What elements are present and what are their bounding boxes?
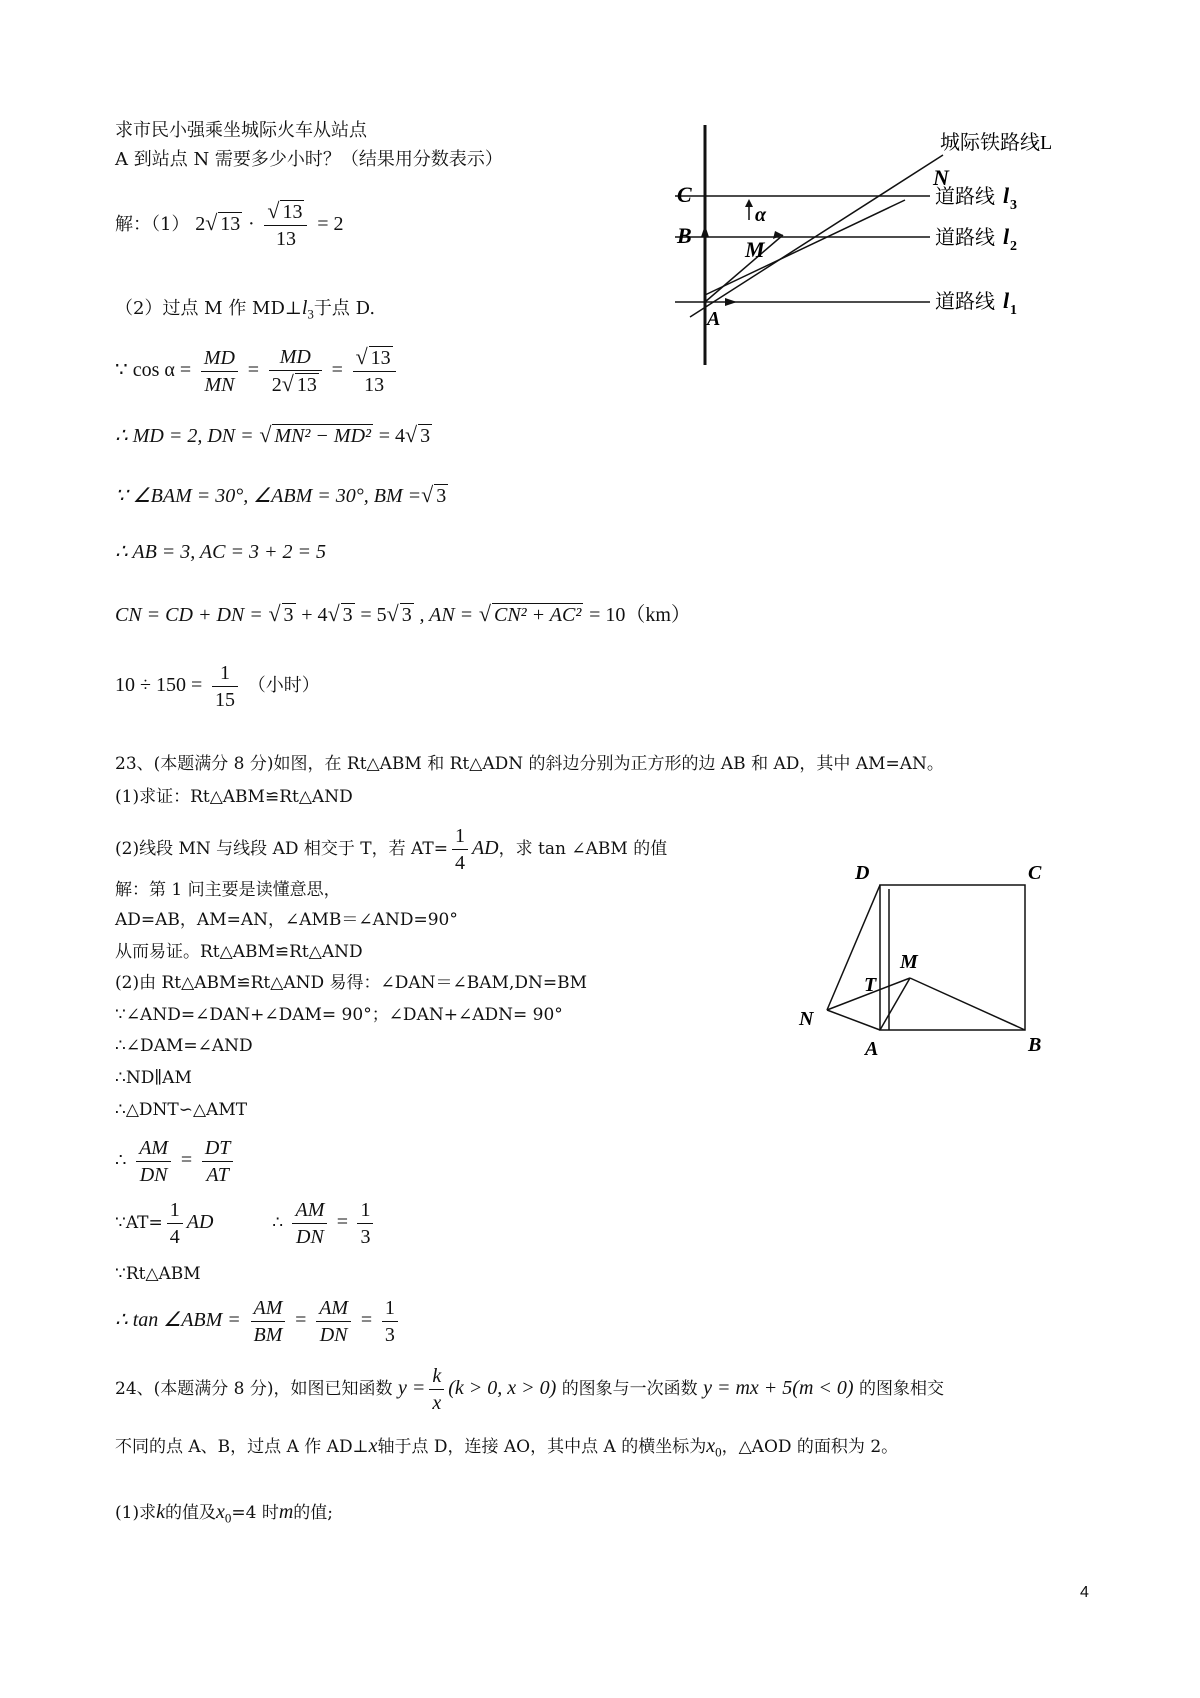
label-alpha: α (755, 204, 767, 226)
rail-label: 城际铁路线L (940, 132, 1053, 154)
label-B: B (1028, 1034, 1042, 1056)
road3-label: 道路线 (935, 186, 995, 208)
label-A: A (865, 1038, 879, 1060)
q24-part1: (1)求k的值及$x_0=4$ 时m的值; (115, 1501, 334, 1526)
q23-sol-5: ∵∠AND=∠DAN+∠DAM= 90°；∠DAN+∠ADN= 90° (115, 1005, 563, 1025)
q23-sol-8: ∴△DNT∽△AMT (115, 1100, 248, 1120)
label-C: C (677, 182, 692, 207)
label-A: A (707, 308, 721, 330)
q23-sol-3: 从而易证。Rt△ABM≌Rt△AND (115, 942, 363, 962)
q24-line-2: 不同的点 A、B，过点 A 作 AD⊥x轴于点 D，连接 AO，其中点 A 的横坐标为$x_0$，△AOD 的面积为 2。 (115, 1435, 899, 1460)
intro-line-1: 求市民小强乘坐城际火车从站点 (115, 120, 367, 141)
q23-stem: 23、(本题满分 8 分)如图，在 Rt△ABM 和 Rt△ADN 的斜边分别为正方形的边 AB 和 AD，其中 AM=AN。 (115, 754, 944, 774)
ab-ac-line: ∴ AB = 3, AC = 3 + 2 = 5 (115, 541, 326, 563)
q23-sol-4: (2)由 Rt△ABM≌Rt△AND 易得：∠DAN＝∠BAM,DN=BM (115, 973, 587, 993)
time-line: 10 ÷ 150 = $\frac{1}{15}$ （小时） (115, 661, 320, 711)
cos-line: ∵ cos α = $\frac{MD}{MN}$ = $\frac{MD}{2√ 13}$ = $\frac{√ 13}{13}$ (115, 340, 400, 401)
road2-sub: 2 (1010, 239, 1017, 254)
label-M: M (745, 237, 765, 262)
q24-stem: 24、(本题满分 8 分)，如图已知函数 y = $\frac{k}{x}$ (k > 0, x > 0) 的图象与一次函数 y = mx + 5(m < 0) 的图象相交 (115, 1365, 944, 1414)
rt-abm-line: ∵Rt△ABM (115, 1264, 201, 1284)
cn-an-line: CN = CD + DN = √ 3 + 4√ 3 = 5√ 3 , AN = √ CN² + AC² = 10（km） (115, 601, 691, 626)
label-T: T (864, 974, 877, 996)
square-figure (785, 855, 1055, 1070)
road1-sub: 1 (1010, 303, 1017, 318)
page-number: 4 (1080, 1584, 1089, 1601)
sqrt-symbol: √ (205, 210, 218, 235)
label-C: C (1028, 862, 1042, 884)
label-M: M (900, 951, 918, 973)
q23-sol-7: ∴ND∥AM (115, 1068, 192, 1088)
label-N: N (799, 1008, 814, 1030)
road3-sub: 3 (1010, 198, 1017, 213)
ratio-line-2: ∵AT= $\frac{1}{4}$ AD ∴ $\frac{AM}{DN}$ = $\frac{1}{3}$ (115, 1192, 377, 1253)
label-D: D (855, 862, 870, 884)
q23-sol-2: AD=AB，AM=AN，∠AMB＝∠AND=90° (115, 910, 458, 930)
q23-part2: (2)线段 MN 与线段 AD 相交于 T，若 AT= $\frac{1}{4}$ AD，求 tan ∠ABM 的值 (115, 825, 668, 874)
tan-line: ∴ tan ∠ABM = $\frac{AM}{BM}$ = $\frac{AM}{DN}$ = $\frac{1}{3}$ (115, 1290, 402, 1351)
q23-part1: (1)求证：Rt△ABM≌Rt△AND (115, 787, 353, 807)
label-B: B (677, 223, 692, 248)
intro-line-2: A 到站点 N 需要多少小时？（结果用分数表示） (115, 149, 503, 170)
railway-figure (665, 125, 1085, 370)
road2-l: l (1003, 224, 1010, 249)
sol-part1: 解：（1） 2√ 13 · $\frac{√ 13}{13}$ = 2 (115, 198, 344, 250)
sol-part2: （2）过点 M 作 $MD\perp l_3$于点 D. (115, 297, 376, 322)
road1-label: 道路线 (935, 291, 995, 313)
ratio-line-1: ∴ $\frac{AM}{DN}$ = $\frac{DT}{AT}$ (115, 1130, 237, 1191)
md-dn-line: ∴ MD = 2, DN = √ MN² − MD² = 4√ 3 (115, 422, 431, 447)
q23-sol-1: 解：第 1 问主要是读懂意思， (115, 880, 341, 900)
angle-line: ∵ ∠BAM = 30°, ∠ABM = 30°, BM =√ 3 (115, 482, 447, 507)
road3-l: l (1003, 183, 1010, 208)
road2-label: 道路线 (935, 227, 995, 249)
fraction-sqrt13-13: $\frac{√ 13}{13}$ (264, 198, 307, 252)
road1-l: l (1003, 288, 1010, 313)
q23-sol-6: ∴∠DAM=∠AND (115, 1036, 253, 1056)
label-N: N (933, 165, 949, 190)
